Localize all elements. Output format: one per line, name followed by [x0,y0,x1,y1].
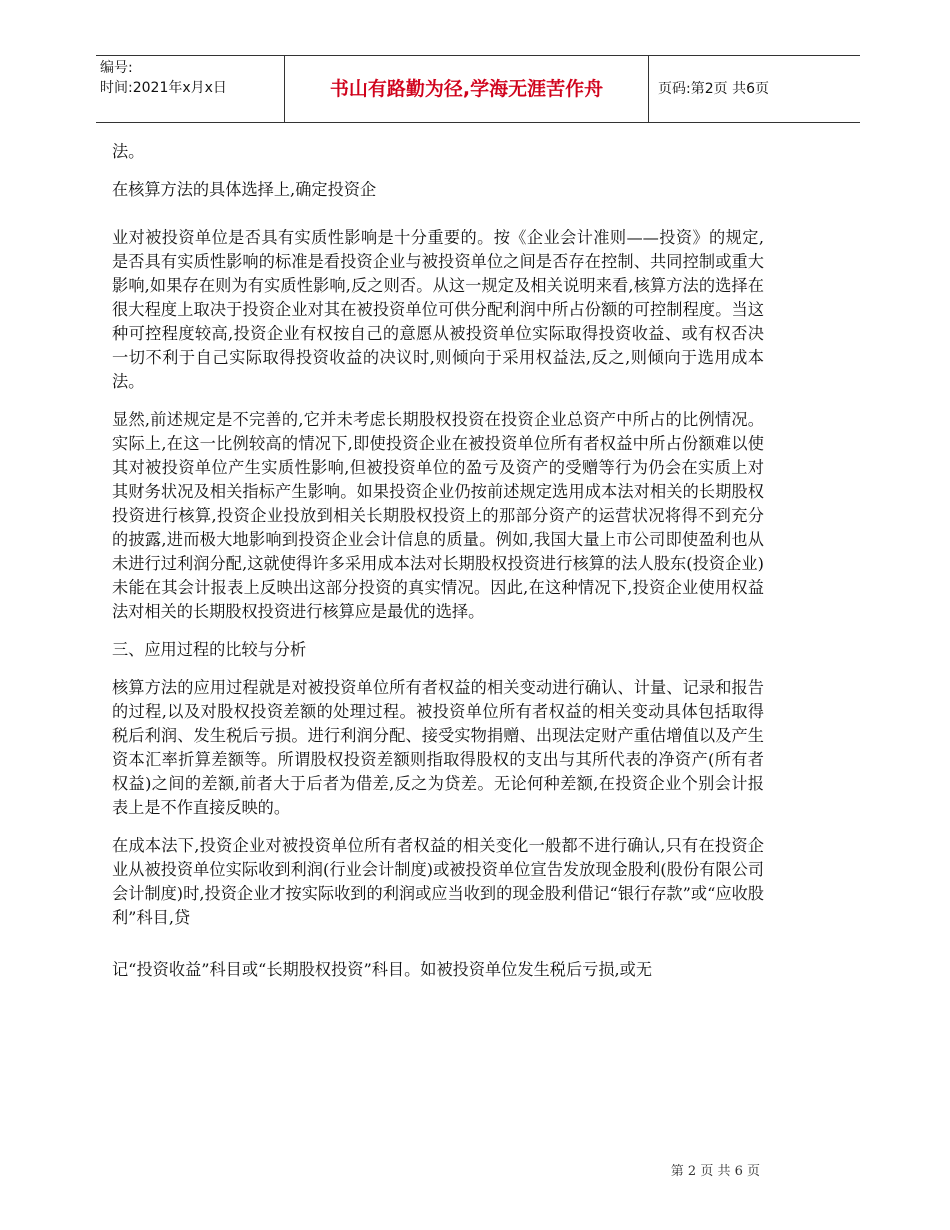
paragraph: 在成本法下,投资企业对被投资单位所有者权益的相关变化一般都不进行确认,只有在投资企业从被投资单位实际收到利润(行业会计制度)或被投资单位宣告发放现金股利(股份有限公司会计制度)时,投资企业才按实际收到的利润或应当收到的现金股利借记“银行存款”或“应收股利”科目,贷 [112,836,764,927]
paragraph: 在核算方法的具体选择上,确定投资企 [112,180,377,199]
paragraph: 显然,前述规定是不完善的,它并未考虑长期股权投资在投资企业总资产中所占的比例情况。实际上,在这一比例较高的情况下,即使投资企业在被投资单位所有者权益中所占份额难以使其对被投资单位产生实质性影响,但被投资单位的盈亏及资产的受赠等行为仍会在实质上对其财务状况及相关指标产生影响。如果投资企业仍按前述规定选用成本法对相关的长期股权投资进行核算,投资企业投放到相关长期股权投资上的那部分资产的运营状况将得不到充分的披露,进而极大地影响到投资企业会计信息的质量。例如,我国大量上市公司即使盈利也从未进行过利润分配,这就使得许多采用成本法对长期股权投资进行核算的法人股东(投资企业)未能在其会计报表上反映出这部分投资的真实情况。因此,在这种情况下,投资企业使用权益法对相关的长期股权投资进行核算应是最优的选择。 [112,410,764,621]
paragraph: 核算方法的应用过程就是对被投资单位所有者权益的相关变动进行确认、计量、记录和报告的过程,以及对股权投资差额的处理过程。被投资单位所有者权益的相关变动具体包括取得税后利润、发生税后亏损。进行利润分配、接受实物捐赠、出现法定财产重估增值以及产生资本汇率折算差额等。所谓股权投资差额则指取得股权的支出与其所代表的净资产(所有者权益)之间的差额,前者大于后者为借差,反之为贷差。无论何种差额,在投资企业个别会计报表上是不作直接反映的。 [112,678,764,817]
header-meta [100,58,282,98]
code-label: 编号: [100,60,133,76]
paragraph: 法。 [112,142,145,161]
header-page-info: 页码:第2页 共6页 [658,81,769,97]
document-body [112,140,764,996]
paragraph: 业对被投资单位是否具有实质性影响是十分重要的。按《企业会计准则——投资》的规定,是否具有实质性影响的标准是看投资企业与被投资单位之间是否存在控制、共同控制或重大影响,如果存在则为有实质性影响,反之则否。从这一规定及相关说明来看,核算方法的选择在很大程度上取决于投资企业对其在被投资单位可供分配利润中所占份额的可控制程度。当这种可控程度较高,投资企业有权按自己的意愿从被投资单位实际取得投资收益、或有权否决一切不利于自己实际取得投资收益的决议时,则倾向于采用权益法,反之,则倾向于选用成本法。 [112,228,764,391]
page-header [96,55,860,123]
header-motto: 书山有路勤为径,学海无涯苦作舟 [329,78,604,100]
section-heading: 三、应用过程的比较与分析 [112,640,307,659]
paragraph: 记“投资收益”科目或“长期股权投资”科目。如被投资单位发生税后亏损,或无 [112,960,653,979]
page-footer: 第 2 页 共 6 页 [670,1164,760,1179]
time-label: 时间:2021年x月x日 [100,80,227,96]
header-divider [648,56,649,122]
